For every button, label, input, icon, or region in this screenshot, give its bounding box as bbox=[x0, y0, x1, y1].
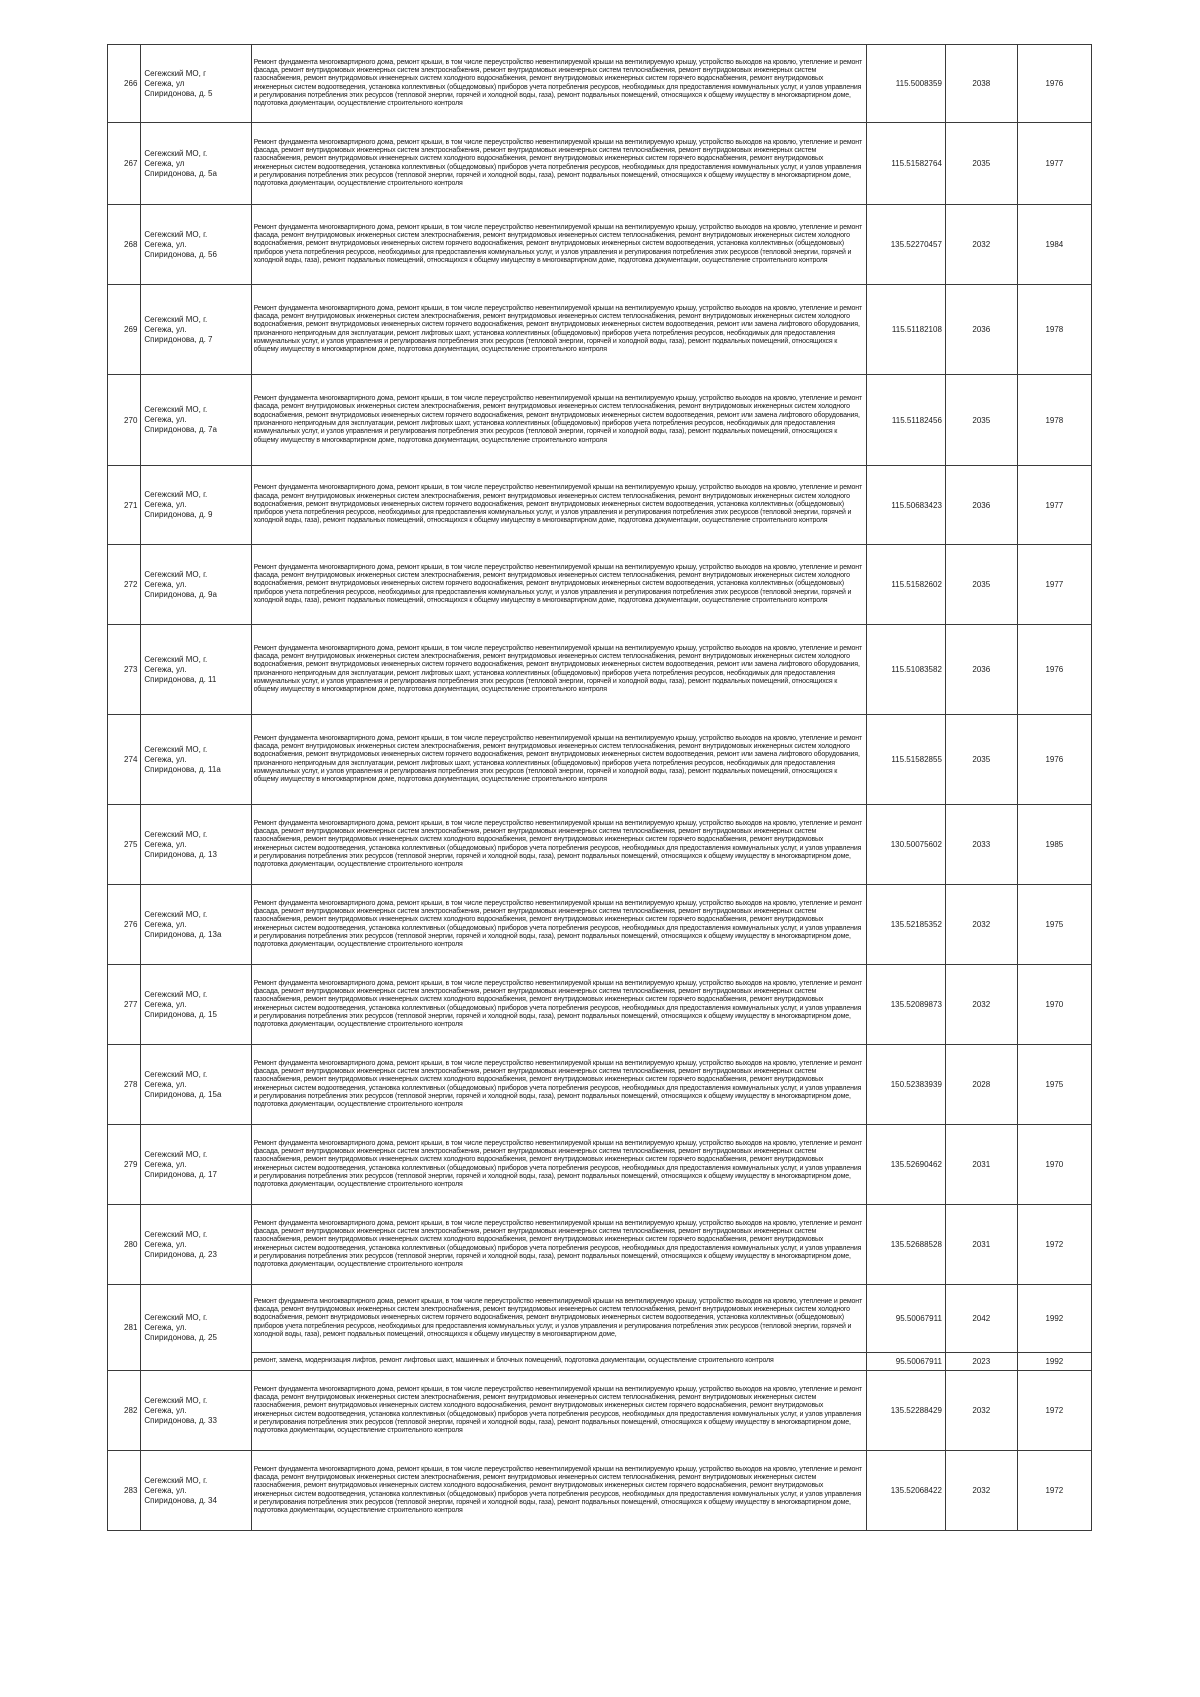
address-line: Сегежский МО, г bbox=[144, 68, 206, 78]
row-number: 283 bbox=[108, 1451, 141, 1531]
build-year: 1976 bbox=[1017, 715, 1091, 805]
works-description: Ремонт фундамента многоквартирного дома, ремонт крыши, в том числе переустройство невентилируемой крыши на вентилируемую крышу, устройство выходов на кровлю, утепление и ремонт фасада, ремонт внутридомовых инженерных систем электроснабжения, ремонт внутридомовых инженерных систем теплоснабжения, ремонт внутридомовых инженерных систем холодного водоснабжения, ремонт внутридомовых инженерных систем горячего водоснабжения, ремонт внутридомовых инженерных систем водоотведения, ремонт или замена лифтового оборудования, признанного непригодным для эксплуатации, ремонт лифтовых шахт, установка коллективных (общедомовых) приборов учета потребления ресурсов, необходимых для предоставления коммунальных услуг, и узлов управления и регулирования потребления этих ресурсов (тепловой энергии, горячей и холодной воды, газа), ремонт подвальных помещений, относящихся к общему имуществу в многоквартирном доме, подготовка документации, осуществление строительного контроля bbox=[251, 625, 866, 715]
row-number: 282 bbox=[108, 1371, 141, 1451]
address-cell bbox=[141, 1125, 251, 1205]
address-cell bbox=[141, 805, 251, 885]
table-row bbox=[108, 1205, 1092, 1285]
address-cell bbox=[141, 625, 251, 715]
address-line: Сегежа, ул. bbox=[144, 1322, 187, 1332]
address-cell bbox=[141, 466, 251, 545]
planned-year: 2032 bbox=[945, 1451, 1017, 1531]
cost-per-sqm: 95.50067911 bbox=[866, 1353, 945, 1371]
planned-year: 2036 bbox=[945, 285, 1017, 375]
address-line: Спиридонова, д. 7 bbox=[144, 334, 213, 344]
table-row bbox=[108, 965, 1092, 1045]
table-row bbox=[108, 1045, 1092, 1125]
planned-year: 2035 bbox=[945, 123, 1017, 205]
address-line: Спиридонова, д. 15а bbox=[144, 1089, 222, 1099]
works-description: Ремонт фундамента многоквартирного дома, ремонт крыши, в том числе переустройство невентилируемой крыши на вентилируемую крышу, устройство выходов на кровлю, утепление и ремонт фасада, ремонт внутридомовых инженерных систем электроснабжения, ремонт внутридомовых инженерных систем теплоснабжения, ремонт внутридомовых инженерных систем газоснабжения, ремонт внутридомовых инженерных систем холодного водоснабжения, ремонт внутридомовых инженерных систем горячего водоснабжения, ремонт внутридомовых инженерных систем водоотведения, установка коллективных (общедомовых) приборов учета потребления ресурсов, необходимых для предоставления коммунальных услуг, и узлов управления и регулирования потребления этих ресурсов (тепловой энергии, горячей и холодной воды, газа), ремонт подвальных помещений, относящихся к общему имуществу в многоквартирном доме, подготовка документации, осуществление строительного контроля bbox=[251, 1125, 866, 1205]
table-row bbox=[108, 205, 1092, 285]
table-row bbox=[108, 1451, 1092, 1531]
address-line: Сегежский МО, г. bbox=[144, 1395, 208, 1405]
address-line: Сегежский МО, г. bbox=[144, 490, 208, 499]
works-description: Ремонт фундамента многоквартирного дома, ремонт крыши, в том числе переустройство невентилируемой крыши на вентилируемую крышу, устройство выходов на кровлю, утепление и ремонт фасада, ремонт внутридомовых инженерных систем электроснабжения, ремонт внутридомовых инженерных систем теплоснабжения, ремонт внутридомовых инженерных систем газоснабжения, ремонт внутридомовых инженерных систем холодного водоснабжения, ремонт внутридомовых инженерных систем горячего водоснабжения, ремонт внутридомовых инженерных систем водоотведения, установка коллективных (общедомовых) приборов учета потребления ресурсов, необходимых для предоставления коммунальных услуг, и узлов управления и регулирования потребления этих ресурсов (тепловой энергии, горячей и холодной воды, газа), ремонт подвальных помещений, относящихся к общему имуществу в многоквартирном доме, подготовка документации, осуществление строительного контроля bbox=[251, 805, 866, 885]
address-line: Сегежский МО, г. bbox=[144, 569, 208, 579]
build-year: 1972 bbox=[1017, 1205, 1091, 1285]
address-cell bbox=[141, 1451, 251, 1531]
address-cell bbox=[141, 545, 251, 625]
address-line: Спиридонова, д. 5 bbox=[144, 88, 213, 98]
planned-year: 2023 bbox=[945, 1353, 1017, 1371]
address-cell bbox=[141, 715, 251, 805]
address-line: Спиридонова, д. 34 bbox=[144, 1495, 217, 1505]
address-line: Спиридонова, д. 9а bbox=[144, 589, 217, 599]
build-year: 1975 bbox=[1017, 885, 1091, 965]
planned-year: 2042 bbox=[945, 1285, 1017, 1353]
address-line: Спиридонова, д. 17 bbox=[144, 1169, 217, 1179]
build-year: 1985 bbox=[1017, 805, 1091, 885]
table-row bbox=[108, 715, 1092, 805]
row-number: 266 bbox=[108, 45, 141, 123]
works-description: Ремонт фундамента многоквартирного дома, ремонт крыши, в том числе переустройство невентилируемой крыши на вентилируемую крышу, устройство выходов на кровлю, утепление и ремонт фасада, ремонт внутридомовых инженерных систем электроснабжения, ремонт внутридомовых инженерных систем теплоснабжения, ремонт внутридомовых инженерных систем газоснабжения, ремонт внутридомовых инженерных систем холодного водоснабжения, ремонт внутридомовых инженерных систем горячего водоснабжения, ремонт внутридомовых инженерных систем водоотведения, установка коллективных (общедомовых) приборов учета потребления ресурсов, необходимых для предоставления коммунальных услуг, и узлов управления и регулирования потребления этих ресурсов (тепловой энергии, горячей и холодной воды, газа), ремонт подвальных помещений, относящихся к общему имуществу в многоквартирном доме, подготовка документации, осуществление строительного контроля bbox=[251, 45, 866, 123]
address-line: Спиридонова, д. 13 bbox=[144, 849, 217, 859]
address-line: Спиридонова, д. 11 bbox=[144, 674, 217, 684]
address-line: Спиридонова, д. 5а bbox=[144, 168, 217, 178]
build-year: 1992 bbox=[1017, 1353, 1091, 1371]
planned-year: 2031 bbox=[945, 1205, 1017, 1285]
planned-year: 2036 bbox=[945, 625, 1017, 715]
address-line: Сегежа, ул. bbox=[144, 999, 187, 1009]
address-cell bbox=[141, 1285, 251, 1371]
planned-year: 2035 bbox=[945, 715, 1017, 805]
planned-year: 2036 bbox=[945, 466, 1017, 545]
cost-per-sqm: 135.52270457 bbox=[866, 205, 945, 285]
works-description: Ремонт фундамента многоквартирного дома, ремонт крыши, в том числе переустройство невентилируемой крыши на вентилируемую крышу, устройство выходов на кровлю, утепление и ремонт фасада, ремонт внутридомовых инженерных систем электроснабжения, ремонт внутридомовых инженерных систем теплоснабжения, ремонт внутридомовых инженерных систем газоснабжения, ремонт внутридомовых инженерных систем холодного водоснабжения, ремонт внутридомовых инженерных систем горячего водоснабжения, ремонт внутридомовых инженерных систем водоотведения, установка коллективных (общедомовых) приборов учета потребления ресурсов, необходимых для предоставления коммунальных услуг, и узлов управления и регулирования потребления этих ресурсов (тепловой энергии, горячей и холодной воды, газа), ремонт подвальных помещений, относящихся к общему имуществу в многоквартирном доме, подготовка документации, осуществление строительного контроля bbox=[251, 1451, 866, 1531]
cost-per-sqm: 135.52089873 bbox=[866, 965, 945, 1045]
build-year: 1978 bbox=[1017, 285, 1091, 375]
address-line: Спиридонова, д. 15 bbox=[144, 1009, 217, 1019]
build-year: 1977 bbox=[1017, 466, 1091, 545]
row-number: 267 bbox=[108, 123, 141, 205]
address-line: Сегежа, ул. bbox=[144, 324, 187, 334]
address-line: Сегежа, ул. bbox=[144, 839, 187, 849]
row-number: 269 bbox=[108, 285, 141, 375]
table-row bbox=[108, 625, 1092, 715]
address-line: Сегежа, ул. bbox=[144, 1485, 187, 1495]
address-line: Сегежа, ул. bbox=[144, 1079, 187, 1089]
table-row bbox=[108, 885, 1092, 965]
address-cell bbox=[141, 45, 251, 123]
works-description: Ремонт фундамента многоквартирного дома, ремонт крыши, в том числе переустройство невентилируемой крыши на вентилируемую крышу, устройство выходов на кровлю, утепление и ремонт фасада, ремонт внутридомовых инженерных систем электроснабжения, ремонт внутридомовых инженерных систем теплоснабжения, ремонт внутридомовых инженерных систем газоснабжения, ремонт внутридомовых инженерных систем холодного водоснабжения, ремонт внутридомовых инженерных систем горячего водоснабжения, ремонт внутридомовых инженерных систем водоотведения, установка коллективных (общедомовых) приборов учета потребления ресурсов, необходимых для предоставления коммунальных услуг, и узлов управления и регулирования потребления этих ресурсов (тепловой энергии, горячей и холодной воды, газа), ремонт подвальных помещений, относящихся к общему имуществу в многоквартирном доме, подготовка документации, осуществление строительного контроля bbox=[251, 1045, 866, 1125]
cost-per-sqm: 115.51083582 bbox=[866, 625, 945, 715]
build-year: 1977 bbox=[1017, 123, 1091, 205]
cost-per-sqm: 115.51582602 bbox=[866, 545, 945, 625]
cost-per-sqm: 135.52288429 bbox=[866, 1371, 945, 1451]
address-line: Сегежский МО, г. bbox=[144, 829, 208, 839]
table-row bbox=[108, 1125, 1092, 1205]
address-line: Спиридонова, д. 25 bbox=[144, 1332, 217, 1342]
cost-per-sqm: 95.50067911 bbox=[866, 1285, 945, 1353]
address-line: Сегежский МО, г. bbox=[144, 405, 208, 414]
address-line: Сегежа, ул. bbox=[144, 1159, 187, 1169]
address-cell bbox=[141, 285, 251, 375]
table-row bbox=[108, 285, 1092, 375]
address-line: Сегежа, ул. bbox=[144, 239, 187, 249]
address-line: Спиридонова, д. 56 bbox=[144, 249, 217, 259]
row-number: 280 bbox=[108, 1205, 141, 1285]
cost-per-sqm: 115.51182456 bbox=[866, 375, 945, 466]
address-line: Сегежа, ул. bbox=[144, 579, 187, 589]
build-year: 1977 bbox=[1017, 545, 1091, 625]
cost-per-sqm: 115.51582764 bbox=[866, 123, 945, 205]
row-number: 268 bbox=[108, 205, 141, 285]
planned-year: 2035 bbox=[945, 375, 1017, 466]
cost-per-sqm: 135.52185352 bbox=[866, 885, 945, 965]
table-row bbox=[108, 545, 1092, 625]
build-year: 1992 bbox=[1017, 1285, 1091, 1353]
address-line: Сегежа, ул. bbox=[144, 754, 187, 764]
address-cell bbox=[141, 123, 251, 205]
build-year: 1976 bbox=[1017, 625, 1091, 715]
cost-per-sqm: 135.52068422 bbox=[866, 1451, 945, 1531]
address-line: Сегежский МО, г. bbox=[144, 1149, 208, 1159]
planned-year: 2032 bbox=[945, 205, 1017, 285]
build-year: 1984 bbox=[1017, 205, 1091, 285]
table-row bbox=[108, 466, 1092, 545]
works-description: Ремонт фундамента многоквартирного дома, ремонт крыши, в том числе переустройство невентилируемой крыши на вентилируемую крышу, устройство выходов на кровлю, утепление и ремонт фасада, ремонт внутридомовых инженерных систем электроснабжения, ремонт внутридомовых инженерных систем теплоснабжения, ремонт внутридомовых инженерных систем холодного водоснабжения, ремонт внутридомовых инженерных систем горячего водоснабжения, ремонт внутридомовых инженерных систем водоотведения, установка коллективных (общедомовых) приборов учета потребления ресурсов, необходимых для предоставления коммунальных услуг, и узлов управления и регулирования потребления этих ресурсов (тепловой энергии, горячей и холодной воды, газа), ремонт подвальных помещений, относящихся к общему имуществу в многоквартирном доме, bbox=[251, 1285, 866, 1353]
works-description: Ремонт фундамента многоквартирного дома, ремонт крыши, в том числе переустройство невентилируемой крыши на вентилируемую крышу, устройство выходов на кровлю, утепление и ремонт фасада, ремонт внутридомовых инженерных систем электроснабжения, ремонт внутридомовых инженерных систем теплоснабжения, ремонт внутридомовых инженерных систем газоснабжения, ремонт внутридомовых инженерных систем холодного водоснабжения, ремонт внутридомовых инженерных систем горячего водоснабжения, ремонт внутридомовых инженерных систем водоотведения, установка коллективных (общедомовых) приборов учета потребления ресурсов, необходимых для предоставления коммунальных услуг, и узлов управления и регулирования потребления этих ресурсов (тепловой энергии, горячей и холодной воды, газа), ремонт подвальных помещений, относящихся к общему имуществу в многоквартирном доме, подготовка документации, осуществление строительного контроля bbox=[251, 885, 866, 965]
address-line: Сегежский МО, г. bbox=[144, 148, 208, 158]
works-description: Ремонт фундамента многоквартирного дома, ремонт крыши, в том числе переустройство невентилируемой крыши на вентилируемую крышу, устройство выходов на кровлю, утепление и ремонт фасада, ремонт внутридомовых инженерных систем электроснабжения, ремонт внутридомовых инженерных систем теплоснабжения, ремонт внутридомовых инженерных систем газоснабжения, ремонт внутридомовых инженерных систем холодного водоснабжения, ремонт внутридомовых инженерных систем горячего водоснабжения, ремонт внутридомовых инженерных систем водоотведения, установка коллективных (общедомовых) приборов учета потребления ресурсов, необходимых для предоставления коммунальных услуг, и узлов управления и регулирования потребления этих ресурсов (тепловой энергии, горячей и холодной воды, газа), ремонт подвальных помещений, относящихся к общему имуществу в многоквартирном доме, подготовка документации, осуществление строительного контроля bbox=[251, 1205, 866, 1285]
cost-per-sqm: 130.50075602 bbox=[866, 805, 945, 885]
address-line: Сегежский МО, г. bbox=[144, 1229, 208, 1239]
address-cell bbox=[141, 375, 251, 466]
address-line: Сегежский МО, г. bbox=[144, 654, 208, 664]
address-line: Сегежский МО, г. bbox=[144, 989, 208, 999]
planned-year: 2031 bbox=[945, 1125, 1017, 1205]
planned-year: 2028 bbox=[945, 1045, 1017, 1125]
repair-program-table bbox=[107, 44, 1092, 1531]
table-row bbox=[108, 1371, 1092, 1451]
build-year: 1970 bbox=[1017, 965, 1091, 1045]
row-number: 271 bbox=[108, 466, 141, 545]
address-line: Сегежский МО, г. bbox=[144, 314, 208, 324]
address-line: Спиридонова, д. 9 bbox=[144, 510, 213, 519]
row-number: 277 bbox=[108, 965, 141, 1045]
cost-per-sqm: 115.50683423 bbox=[866, 466, 945, 545]
planned-year: 2032 bbox=[945, 965, 1017, 1045]
build-year: 1976 bbox=[1017, 45, 1091, 123]
address-line: Сегежский МО, г. bbox=[144, 1475, 208, 1485]
table-row bbox=[108, 805, 1092, 885]
address-line: Сегежский МО, г. bbox=[144, 744, 208, 754]
works-description: Ремонт фундамента многоквартирного дома, ремонт крыши, в том числе переустройство невентилируемой крыши на вентилируемую крышу, устройство выходов на кровлю, утепление и ремонт фасада, ремонт внутридомовых инженерных систем электроснабжения, ремонт внутридомовых инженерных систем теплоснабжения, ремонт внутридомовых инженерных систем газоснабжения, ремонт внутридомовых инженерных систем холодного водоснабжения, ремонт внутридомовых инженерных систем горячего водоснабжения, ремонт внутридомовых инженерных систем водоотведения, установка коллективных (общедомовых) приборов учета потребления ресурсов, необходимых для предоставления коммунальных услуг, и узлов управления и регулирования потребления этих ресурсов (тепловой энергии, горячей и холодной воды, газа), ремонт подвальных помещений, относящихся к общему имуществу в многоквартирном доме, подготовка документации, осуществление строительного контроля bbox=[251, 123, 866, 205]
planned-year: 2032 bbox=[945, 1371, 1017, 1451]
address-line: Спиридонова, д. 33 bbox=[144, 1415, 217, 1425]
table-row bbox=[108, 123, 1092, 205]
cost-per-sqm: 150.52383939 bbox=[866, 1045, 945, 1125]
address-line: Сегежский МО, г. bbox=[144, 1312, 208, 1322]
address-line: Сегежа, ул. bbox=[144, 1239, 187, 1249]
build-year: 1972 bbox=[1017, 1451, 1091, 1531]
table-row bbox=[108, 1285, 1092, 1353]
build-year: 1978 bbox=[1017, 375, 1091, 466]
row-number: 281 bbox=[108, 1285, 141, 1371]
row-number: 274 bbox=[108, 715, 141, 805]
cost-per-sqm: 115.51182108 bbox=[866, 285, 945, 375]
cost-per-sqm: 115.5008359 bbox=[866, 45, 945, 123]
table-row bbox=[108, 375, 1092, 466]
planned-year: 2038 bbox=[945, 45, 1017, 123]
table-row bbox=[108, 45, 1092, 123]
address-line: Спиридонова, д. 13а bbox=[144, 929, 222, 939]
planned-year: 2032 bbox=[945, 885, 1017, 965]
address-line: Спиридонова, д. 11а bbox=[144, 764, 221, 774]
address-line: Сегежский МО, г. bbox=[144, 229, 208, 239]
cost-per-sqm: 115.51582855 bbox=[866, 715, 945, 805]
row-number: 270 bbox=[108, 375, 141, 466]
address-line: Сегежский МО, г. bbox=[144, 909, 208, 919]
row-number: 276 bbox=[108, 885, 141, 965]
cost-per-sqm: 135.52690462 bbox=[866, 1125, 945, 1205]
table-row bbox=[108, 1353, 1092, 1371]
works-description: Ремонт фундамента многоквартирного дома, ремонт крыши, в том числе переустройство невентилируемой крыши на вентилируемую крышу, устройство выходов на кровлю, утепление и ремонт фасада, ремонт внутридомовых инженерных систем электроснабжения, ремонт внутридомовых инженерных систем теплоснабжения, ремонт внутридомовых инженерных систем газоснабжения, ремонт внутридомовых инженерных систем холодного водоснабжения, ремонт внутридомовых инженерных систем горячего водоснабжения, ремонт внутридомовых инженерных систем водоотведения, установка коллективных (общедомовых) приборов учета потребления ресурсов, необходимых для предоставления коммунальных услуг, и узлов управления и регулирования потребления этих ресурсов (тепловой энергии, горячей и холодной воды, газа), ремонт подвальных помещений, относящихся к общему имуществу в многоквартирном доме, подготовка документации, осуществление строительного контроля bbox=[251, 1371, 866, 1451]
address-line: Спиридонова, д. 23 bbox=[144, 1249, 217, 1259]
address-line: Сегежа, ул. bbox=[144, 415, 187, 424]
row-number: 275 bbox=[108, 805, 141, 885]
works-description: Ремонт фундамента многоквартирного дома, ремонт крыши, в том числе переустройство невентилируемой крыши на вентилируемую крышу, устройство выходов на кровлю, утепление и ремонт фасада, ремонт внутридомовых инженерных систем электроснабжения, ремонт внутридомовых инженерных систем теплоснабжения, ремонт внутридомовых инженерных систем холодного водоснабжения, ремонт внутридомовых инженерных систем горячего водоснабжения, ремонт внутридомовых инженерных систем водоотведения, установка коллективных (общедомовых) приборов учета потребления ресурсов, необходимых для предоставления коммунальных услуг, и узлов управления и регулирования потребления этих ресурсов (тепловой энергии, горячей и холодной воды, газа), ремонт подвальных помещений, относящихся к общему имуществу в многоквартирном доме, подготовка документации, осуществление строительного контроля bbox=[251, 205, 866, 285]
address-line: Сегежа, ул. bbox=[144, 919, 187, 929]
planned-year: 2035 bbox=[945, 545, 1017, 625]
address-line: Сегежа, ул bbox=[144, 158, 185, 168]
works-description: Ремонт фундамента многоквартирного дома, ремонт крыши, в том числе переустройство невентилируемой крыши на вентилируемую крышу, устройство выходов на кровлю, утепление и ремонт фасада, ремонт внутридомовых инженерных систем электроснабжения, ремонт внутридомовых инженерных систем теплоснабжения, ремонт внутридомовых инженерных систем холодного водоснабжения, ремонт внутридомовых инженерных систем горячего водоснабжения, ремонт внутридомовых инженерных систем водоотведения, ремонт или замена лифтового оборудования, признанного непригодным для эксплуатации, ремонт лифтовых шахт, установка коллективных (общедомовых) приборов учета потребления ресурсов, необходимых для предоставления коммунальных услуг, и узлов управления и регулирования потребления этих ресурсов (тепловой энергии, горячей и холодной воды, газа), ремонт подвальных помещений, относящихся к общему имуществу в многоквартирном доме, подготовка документации, осуществление строительного контроля bbox=[251, 715, 866, 805]
row-number: 279 bbox=[108, 1125, 141, 1205]
works-description: ремонт, замена, модернизация лифтов, ремонт лифтовых шахт, машинных и блочных помещений, подготовка документации, осуществление строительного контроля bbox=[251, 1353, 866, 1371]
row-number: 273 bbox=[108, 625, 141, 715]
address-line: Сегежа, ул. bbox=[144, 1405, 187, 1415]
build-year: 1975 bbox=[1017, 1045, 1091, 1125]
row-number: 272 bbox=[108, 545, 141, 625]
address-line: Сегежский МО, г. bbox=[144, 1069, 208, 1079]
address-cell bbox=[141, 885, 251, 965]
address-cell bbox=[141, 1371, 251, 1451]
address-line: Сегежа, ул bbox=[144, 78, 185, 88]
row-number: 278 bbox=[108, 1045, 141, 1125]
address-cell bbox=[141, 965, 251, 1045]
address-line: Сегежа, ул. bbox=[144, 664, 187, 674]
works-description: Ремонт фундамента многоквартирного дома, ремонт крыши, в том числе переустройство невентилируемой крыши на вентилируемую крышу, устройство выходов на кровлю, утепление и ремонт фасада, ремонт внутридомовых инженерных систем электроснабжения, ремонт внутридомовых инженерных систем теплоснабжения, ремонт внутридомовых инженерных систем холодного водоснабжения, ремонт внутридомовых инженерных систем горячего водоснабжения, ремонт внутридомовых инженерных систем водоотведения, установка коллективных (общедомовых) приборов учета потребления ресурсов, необходимых для предоставления коммунальных услуг, и узлов управления и регулирования потребления этих ресурсов (тепловой энергии, горячей и холодной воды, газа), ремонт подвальных помещений, относящихся к общему имуществу в многоквартирном доме, подготовка документации, осуществление строительного контроля bbox=[251, 466, 866, 545]
build-year: 1970 bbox=[1017, 1125, 1091, 1205]
works-description: Ремонт фундамента многоквартирного дома, ремонт крыши, в том числе переустройство невентилируемой крыши на вентилируемую крышу, устройство выходов на кровлю, утепление и ремонт фасада, ремонт внутридомовых инженерных систем электроснабжения, ремонт внутридомовых инженерных систем теплоснабжения, ремонт внутридомовых инженерных систем холодного водоснабжения, ремонт внутридомовых инженерных систем горячего водоснабжения, ремонт внутридомовых инженерных систем водоотведения, ремонт или замена лифтового оборудования, признанного непригодным для эксплуатации, ремонт лифтовых шахт, установка коллективных (общедомовых) приборов учета потребления ресурсов, необходимых для предоставления коммунальных услуг, и узлов управления и регулирования потребления этих ресурсов (тепловой энергии, горячей и холодной воды, газа), ремонт подвальных помещений, относящихся к общему имуществу в многоквартирном доме, подготовка документации, осуществление строительного контроля bbox=[251, 285, 866, 375]
address-line: Сегежа, ул. bbox=[144, 500, 187, 509]
table-body bbox=[108, 45, 1092, 1531]
address-cell bbox=[141, 1045, 251, 1125]
works-description: Ремонт фундамента многоквартирного дома, ремонт крыши, в том числе переустройство невентилируемой крыши на вентилируемую крышу, устройство выходов на кровлю, утепление и ремонт фасада, ремонт внутридомовых инженерных систем электроснабжения, ремонт внутридомовых инженерных систем теплоснабжения, ремонт внутридомовых инженерных систем холодного водоснабжения, ремонт внутридомовых инженерных систем горячего водоснабжения, ремонт внутридомовых инженерных систем водоотведения, установка коллективных (общедомовых) приборов учета потребления ресурсов, необходимых для предоставления коммунальных услуг, и узлов управления и регулирования потребления этих ресурсов (тепловой энергии, горячей и холодной воды, газа), ремонт подвальных помещений, относящихся к общему имуществу в многоквартирном доме, подготовка документации, осуществление строительного контроля bbox=[251, 545, 866, 625]
build-year: 1972 bbox=[1017, 1371, 1091, 1451]
works-description: Ремонт фундамента многоквартирного дома, ремонт крыши, в том числе переустройство невентилируемой крыши на вентилируемую крышу, устройство выходов на кровлю, утепление и ремонт фасада, ремонт внутридомовых инженерных систем электроснабжения, ремонт внутридомовых инженерных систем теплоснабжения, ремонт внутридомовых инженерных систем холодного водоснабжения, ремонт внутридомовых инженерных систем горячего водоснабжения, ремонт внутридомовых инженерных систем водоотведения, ремонт или замена лифтового оборудования, признанного непригодным для эксплуатации, ремонт лифтовых шахт, установка коллективных (общедомовых) приборов учета потребления ресурсов, необходимых для предоставления коммунальных услуг, и узлов управления и регулирования потребления этих ресурсов (тепловой энергии, горячей и холодной воды, газа), ремонт подвальных помещений, относящихся к общему имуществу в многоквартирном доме, подготовка документации, осуществление строительного контроля bbox=[251, 375, 866, 466]
cost-per-sqm: 135.52688528 bbox=[866, 1205, 945, 1285]
works-description: Ремонт фундамента многоквартирного дома, ремонт крыши, в том числе переустройство невентилируемой крыши на вентилируемую крышу, устройство выходов на кровлю, утепление и ремонт фасада, ремонт внутридомовых инженерных систем электроснабжения, ремонт внутридомовых инженерных систем теплоснабжения, ремонт внутридомовых инженерных систем газоснабжения, ремонт внутридомовых инженерных систем холодного водоснабжения, ремонт внутридомовых инженерных систем горячего водоснабжения, ремонт внутридомовых инженерных систем водоотведения, установка коллективных (общедомовых) приборов учета потребления ресурсов, необходимых для предоставления коммунальных услуг, и узлов управления и регулирования потребления этих ресурсов (тепловой энергии, горячей и холодной воды, газа), ремонт подвальных помещений, относящихся к общему имуществу в многоквартирном доме, подготовка документации, осуществление строительного контроля bbox=[251, 965, 866, 1045]
planned-year: 2033 bbox=[945, 805, 1017, 885]
address-line: Спиридонова, д. 7а bbox=[144, 425, 217, 434]
address-cell bbox=[141, 205, 251, 285]
address-cell bbox=[141, 1205, 251, 1285]
